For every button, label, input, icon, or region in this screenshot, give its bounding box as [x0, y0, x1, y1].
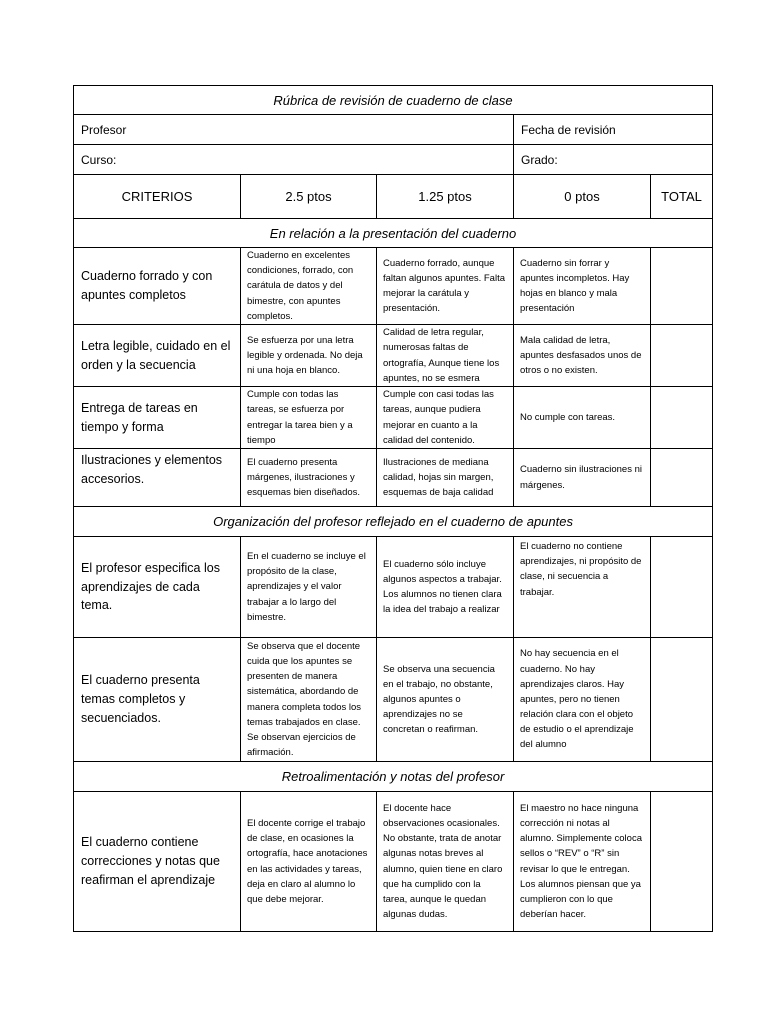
score-0-cell: Mala calidad de letra, apuntes desfasados unos de otros o no existen. — [514, 325, 651, 387]
score-0-cell: No hay secuencia en el cuaderno. No hay aprendizajes claros. Hay apuntes, pero no tienen relación clara con el objeto de estudio o el aprendizaje del alumno — [514, 638, 651, 762]
table-row — [74, 638, 713, 762]
section-title: Organización del profesor reflejado en el cuaderno de apuntes — [74, 507, 713, 537]
criterion-cell: El cuaderno presenta temas completos y secuenciados. — [74, 638, 241, 762]
total-cell — [651, 792, 713, 932]
total-cell — [651, 638, 713, 762]
criterion-cell: El cuaderno contiene correcciones y notas que reafirman el aprendizaje — [74, 792, 241, 932]
grado-field: Grado: — [514, 145, 713, 175]
score-0-cell: Cuaderno sin ilustraciones ni márgenes. — [514, 449, 651, 507]
table-row — [74, 537, 713, 638]
total-cell — [651, 325, 713, 387]
score-1-25-cell: Cuaderno forrado, aunque faltan algunos apuntes. Falta mejorar la carátula y presentación. — [377, 248, 514, 325]
score-0-cell: No cumple con tareas. — [514, 387, 651, 449]
rubric-table — [73, 85, 713, 932]
score-1-25-cell: Calidad de letra regular, numerosas faltas de ortografía, Aunque tiene los apuntes, no se esmera — [377, 325, 514, 387]
section-title: En relación a la presentación del cuaderno — [74, 219, 713, 248]
score-2-5-cell: En el cuaderno se incluye el propósito de la clase, aprendizajes y el valor trabajar a lo largo del bimestre. — [241, 537, 377, 638]
score-0-cell: Cuaderno sin forrar y apuntes incompletos. Hay hojas en blanco y mala presentación — [514, 248, 651, 325]
header-criterios: CRITERIOS — [74, 175, 241, 219]
score-1-25-cell: Cumple con casi todas las tareas, aunque pudiera mejorar en cuanto a la calidad del contenido. — [377, 387, 514, 449]
total-cell — [651, 537, 713, 638]
fecha-revision-field: Fecha de revisión — [514, 115, 713, 145]
table-row — [74, 387, 713, 449]
score-2-5-cell: Cuaderno en excelentes condiciones, forrado, con carátula de datos y del bimestre, con apuntes completos. — [241, 248, 377, 325]
score-1-25-cell: El cuaderno sólo incluye algunos aspectos a trabajar. Los alumnos no tienen clara la idea del trabajo a realizar — [377, 537, 514, 638]
profesor-field: Profesor — [74, 115, 514, 145]
score-2-5-cell: El docente corrige el trabajo de clase, en ocasiones la ortografía, hace anotaciones en las actividades y tareas, deja en claro al alumno lo que debe mejorar. — [241, 792, 377, 932]
score-2-5-cell: Cumple con todas las tareas, se esfuerza por entregar la tarea bien y a tiempo — [241, 387, 377, 449]
score-0-cell: El cuaderno no contiene aprendizajes, ni propósito de clase, ni secuencia a trabajar. — [514, 537, 651, 638]
curso-field: Curso: — [74, 145, 514, 175]
total-cell — [651, 449, 713, 507]
criterion-cell: Letra legible, cuidado en el orden y la secuencia — [74, 325, 241, 387]
rubric-title: Rúbrica de revisión de cuaderno de clase — [74, 86, 713, 115]
score-2-5-cell: El cuaderno presenta márgenes, ilustraciones y esquemas bien diseñados. — [241, 449, 377, 507]
header-1-25-ptos: 1.25 ptos — [377, 175, 514, 219]
score-2-5-cell: Se observa que el docente cuida que los apuntes se presenten de manera sistemática, abordando de manera completa todos los temas trabajados en clase. Se observan ejercicios de afirmación. — [241, 638, 377, 762]
table-row — [74, 325, 713, 387]
table-row — [74, 792, 713, 932]
score-2-5-cell: Se esfuerza por una letra legible y ordenada. No deja ni una hoja en blanco. — [241, 325, 377, 387]
criterion-cell: Ilustraciones y elementos accesorios. — [74, 449, 241, 507]
score-0-cell: El maestro no hace ninguna corrección ni notas al alumno. Simplemente coloca sellos o “REV” o “R” sin revisar lo que le entregan. Los alumnos piensan que ya cumplieron con lo que deberían hacer. — [514, 792, 651, 932]
score-1-25-cell: El docente hace observaciones ocasionales. No obstante, trata de anotar algunas notas breves al alumno, quien tiene en claro que ha cumplido con la tarea, aunque le quedan algunas dudas. — [377, 792, 514, 932]
score-1-25-cell: Se observa una secuencia en el trabajo, no obstante, algunos apuntes o aprendizajes no se concretan o reafirman. — [377, 638, 514, 762]
header-2-5-ptos: 2.5 ptos — [241, 175, 377, 219]
criterion-cell: Cuaderno forrado y con apuntes completos — [74, 248, 241, 325]
score-1-25-cell: Ilustraciones de mediana calidad, hojas sin margen, esquemas de baja calidad — [377, 449, 514, 507]
section-title: Retroalimentación y notas del profesor — [74, 762, 713, 792]
total-cell — [651, 387, 713, 449]
header-0-ptos: 0 ptos — [514, 175, 651, 219]
header-total: TOTAL — [651, 175, 713, 219]
table-row — [74, 449, 713, 507]
total-cell — [651, 248, 713, 325]
table-row — [74, 248, 713, 325]
criterion-cell: Entrega de tareas en tiempo y forma — [74, 387, 241, 449]
criterion-cell: El profesor especifica los aprendizajes de cada tema. — [74, 537, 241, 638]
